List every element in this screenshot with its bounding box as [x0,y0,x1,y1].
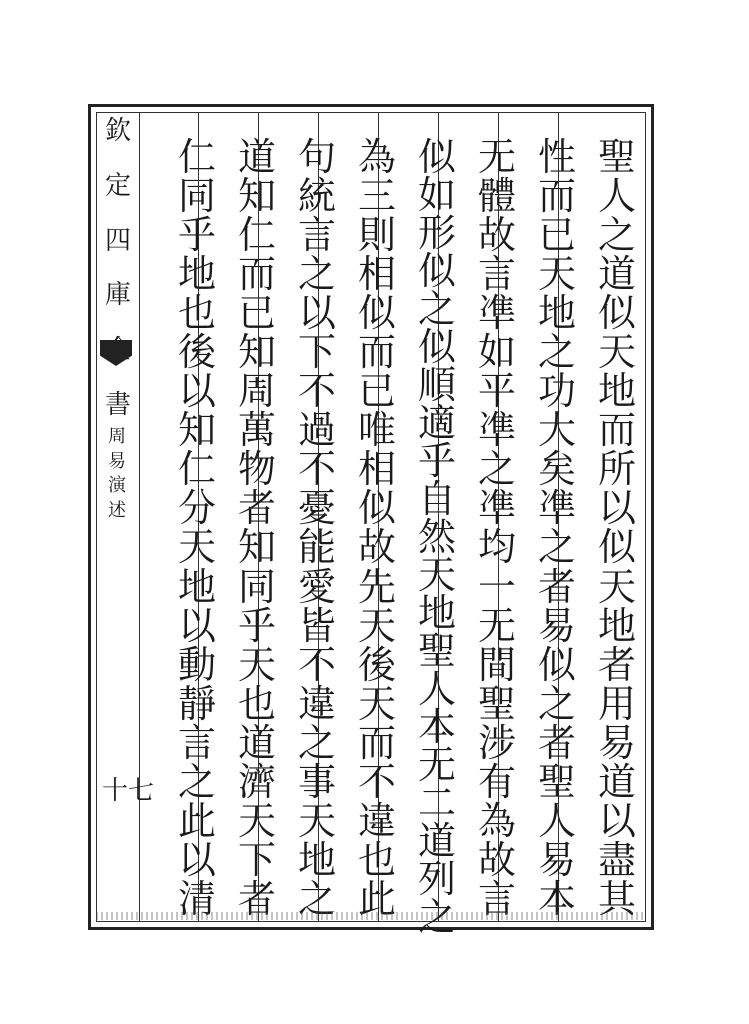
text-char: 凖 [477,408,516,453]
text-char: 功 [537,369,576,414]
margin-char: 述 [108,499,126,521]
text-char: 者 [237,876,276,921]
text-char: 分 [177,486,216,531]
text-char: 天 [417,553,456,597]
text-char: 言 [477,876,516,921]
text-column-4 [410,135,464,939]
text-char: 相 [357,252,396,297]
text-char: 事 [297,759,336,804]
text-char: 知 [237,174,276,219]
text-char: 天 [597,330,636,375]
text-char: 已 [357,369,396,414]
text-char: 而 [537,174,576,219]
text-char: 下 [237,837,276,882]
text-char: 天 [597,564,636,609]
text-char: 者 [237,486,276,531]
text-char: 者 [537,564,576,609]
text-char: 之 [537,330,576,375]
text-char: 三 [357,174,396,219]
text-char: 則 [357,213,396,258]
text-char: 性 [537,135,576,179]
text-char: 唯 [357,408,396,453]
text-char: 地 [597,369,636,414]
text-char: 言 [297,213,336,258]
text-char: 過 [297,408,336,453]
text-char: 地 [537,291,576,336]
text-char: 為 [477,798,516,843]
text-char: 似 [357,486,396,531]
text-char: 天 [357,603,396,648]
text-char: 愛 [297,564,336,609]
text-char: 地 [177,252,216,297]
text-char: 為 [357,135,396,179]
text-char: 道 [237,135,276,179]
text-char: 平 [477,369,516,414]
text-char: 言 [177,720,216,765]
text-char: 之 [417,895,456,939]
text-char: 不 [297,447,336,492]
text-char: 而 [357,720,396,765]
text-char: 地 [597,603,636,648]
text-char: 乎 [237,603,276,648]
text-char: 地 [297,837,336,882]
text-column-5 [350,135,404,921]
text-char: 本 [417,705,456,749]
text-char: 天 [357,681,396,726]
text-column-8 [170,135,224,921]
margin-char: 定 [104,170,131,201]
text-char: 下 [297,330,336,375]
text-char: 者 [597,642,636,687]
text-char: 盡 [597,837,636,882]
text-char: 聖 [477,681,516,726]
text-char: 形 [417,211,456,255]
text-char: 後 [357,642,396,687]
text-char: 適 [417,401,456,445]
text-char: 所 [597,447,636,492]
text-char: 以 [597,798,636,843]
text-column-3 [470,135,524,921]
text-char: 列 [417,857,456,901]
text-char: 天 [177,525,216,570]
text-char: 之 [477,447,516,492]
text-char: 矣 [537,447,576,492]
text-char: 故 [477,837,516,882]
text-char: 凖 [477,486,516,531]
text-char: 之 [297,876,336,921]
text-char: 一 [477,564,516,609]
text-char: 故 [357,525,396,570]
text-char: 如 [417,173,456,217]
text-char: 以 [597,486,636,531]
text-char: 似 [417,135,456,179]
text-char: 不 [357,759,396,804]
text-char: 已 [537,213,576,258]
text-char: 如 [477,330,516,375]
text-char: 體 [477,174,516,219]
text-char: 凖 [537,486,576,531]
text-char: 道 [417,819,456,863]
text-char: 道 [237,720,276,765]
text-char: 順 [417,363,456,407]
text-char: 乎 [417,439,456,483]
text-char: 之 [297,252,336,297]
text-char: 皆 [297,603,336,648]
text-char: 此 [177,798,216,843]
text-column-2 [530,135,584,921]
text-char: 句 [297,135,336,179]
text-char: 似 [357,291,396,336]
text-char: 之 [537,681,576,726]
text-char: 相 [357,447,396,492]
text-column-1 [590,135,644,921]
text-char: 違 [297,681,336,726]
text-char: 言 [477,252,516,297]
text-char: 物 [237,447,276,492]
text-char: 有 [477,759,516,804]
text-char: 知 [237,330,276,375]
margin-char: 書 [104,389,131,420]
text-char: 之 [297,720,336,765]
text-char: 以 [177,369,216,414]
text-char: 能 [297,525,336,570]
text-char: 涉 [477,720,516,765]
text-char: 間 [477,642,516,687]
text-char: 乎 [177,213,216,258]
text-char: 易 [537,603,576,648]
text-char: 清 [177,876,216,921]
text-char: 仁 [177,447,216,492]
text-char: 同 [237,564,276,609]
text-char: 知 [177,408,216,453]
text-char: 二 [417,781,456,825]
margin-char: 演 [108,475,126,497]
text-char: 似 [417,249,456,293]
text-char: 用 [597,681,636,726]
text-char: 已 [237,291,276,336]
text-char: 聖 [417,629,456,673]
text-char: 而 [237,252,276,297]
margin-char: 庫 [104,280,131,311]
text-char: 然 [417,515,456,559]
text-char: 似 [597,525,636,570]
text-char: 人 [597,174,636,219]
text-char: 仁 [237,213,276,258]
text-char: 自 [417,477,456,521]
text-char: 此 [357,876,396,921]
text-char: 无 [417,743,456,787]
text-char: 之 [537,525,576,570]
text-char: 同 [177,174,216,219]
bottom-border-texture [96,912,646,920]
text-char: 似 [537,642,576,687]
text-char: 而 [597,408,636,453]
text-char: 似 [417,325,456,369]
text-char: 大 [537,408,576,453]
text-char: 天 [237,642,276,687]
margin-header [101,118,135,418]
margin-char: 四 [104,225,131,256]
text-char: 其 [597,876,636,921]
text-char: 故 [477,213,516,258]
text-char: 而 [357,330,396,375]
text-char: 易 [597,720,636,765]
text-char: 知 [237,525,276,570]
text-char: 无 [477,135,516,179]
text-char: 違 [357,798,396,843]
page-number: 十七 [102,776,155,806]
text-column-7 [230,135,284,921]
margin-char: 周 [108,426,126,447]
text-char: 統 [297,174,336,219]
text-char: 道 [597,252,636,297]
text-char: 不 [297,642,336,687]
text-char: 靜 [177,681,216,726]
text-char: 之 [177,759,216,804]
margin-book-title [106,428,128,520]
text-char: 聖 [597,135,636,179]
text-char: 人 [417,667,456,711]
text-char: 仁 [177,135,216,179]
text-char: 憂 [297,486,336,531]
text-char: 之 [597,213,636,258]
text-char: 天 [537,252,576,297]
text-char: 也 [357,837,396,882]
text-char: 无 [477,603,516,648]
text-char: 似 [597,291,636,336]
text-char: 易 [537,837,576,882]
text-char: 本 [537,876,576,921]
text-char: 人 [537,798,576,843]
text-char: 動 [177,642,216,687]
margin-char: 易 [108,450,126,472]
text-char: 聖 [537,759,576,804]
text-char: 之 [417,287,456,331]
text-char: 凖 [477,291,516,336]
text-char: 地 [177,564,216,609]
text-char: 以 [297,291,336,336]
text-char: 道 [597,759,636,804]
text-char: 天 [237,798,276,843]
text-char: 以 [177,837,216,882]
text-char: 以 [177,603,216,648]
text-char: 濟 [237,759,276,804]
text-char: 也 [237,681,276,726]
text-char: 先 [357,564,396,609]
text-char: 萬 [237,408,276,453]
text-char: 不 [297,369,336,414]
text-char: 地 [417,591,456,635]
text-char: 也 [177,291,216,336]
text-char: 均 [477,525,516,570]
text-char: 者 [537,720,576,765]
text-char: 周 [237,369,276,414]
text-column-6 [290,135,344,921]
text-char: 天 [297,798,336,843]
text-char: 後 [177,330,216,375]
margin-char: 欽 [104,116,131,146]
